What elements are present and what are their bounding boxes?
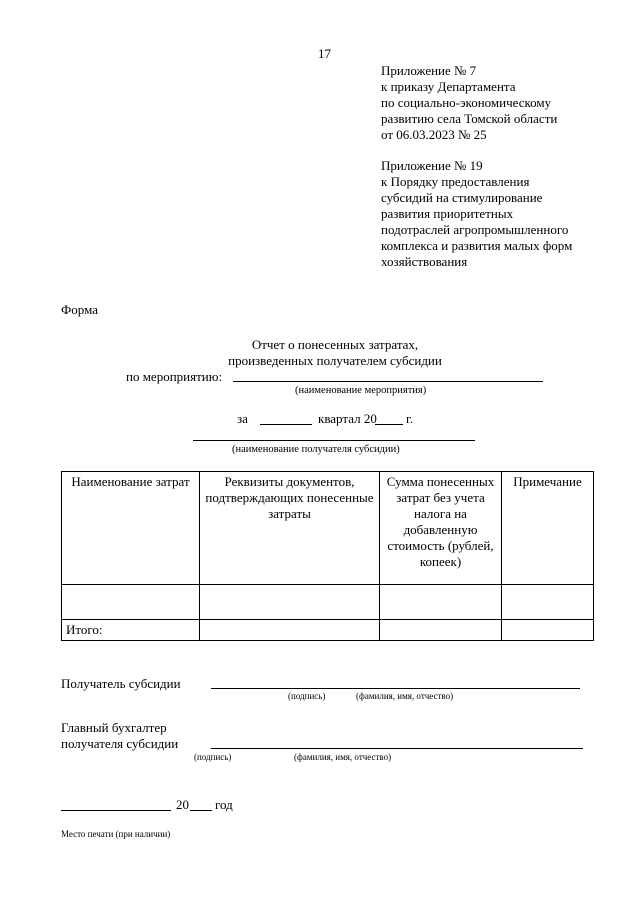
form-label: Форма [61, 302, 98, 317]
recipient-name-field[interactable] [193, 440, 475, 441]
table-cell[interactable] [200, 585, 380, 620]
recipient-caption: (наименование получателя субсидии) [232, 444, 400, 455]
table-cell[interactable] [380, 620, 502, 641]
recipient-signature-field[interactable] [211, 688, 580, 689]
table-cell[interactable] [200, 620, 380, 641]
table-cell[interactable] [380, 585, 502, 620]
period-za: за [237, 411, 248, 426]
recipient-caption-name: (фамилия, имя, отчество) [356, 691, 454, 701]
report-title-line2: произведенных получателем субсидии [228, 353, 442, 368]
table-total-row [62, 620, 594, 641]
expenses-table [61, 471, 594, 641]
table-cell[interactable] [502, 620, 594, 641]
appendix-19-line: к Порядку предоставления [381, 174, 530, 189]
appendix-19-block [381, 158, 572, 270]
appendix-7-line: к приказу Департамента [381, 79, 516, 94]
recipient-label: Получатель субсидии [61, 676, 181, 691]
date-year-field[interactable] [190, 810, 212, 811]
quarter-field[interactable] [260, 424, 312, 425]
table-row [62, 585, 594, 620]
appendix-19-line: Приложение № 19 [381, 158, 483, 173]
appendix-19-line: подотраслей агропромышленного [381, 222, 569, 237]
table-cell[interactable] [62, 585, 200, 620]
appendix-7-line: Приложение № 7 [381, 63, 477, 78]
period-quarter: квартал 20 [318, 411, 377, 426]
accountant-label-line1: Главный бухгалтер [61, 720, 167, 735]
appendix-7-block [381, 63, 557, 143]
table-header-row [62, 472, 594, 585]
total-label: Итого: [62, 620, 200, 641]
date-year-suffix: год [215, 797, 233, 812]
event-prefix: по мероприятию: [126, 369, 223, 384]
header-expense-name: Наименование затрат [62, 472, 200, 585]
report-title-line1: Отчет о понесенных затратах, [251, 337, 419, 352]
table-cell[interactable] [502, 585, 594, 620]
appendix-7-line: по социально-экономическому [381, 95, 552, 110]
page-number: 17 [318, 46, 331, 61]
accountant-caption-sign: (подпись) [194, 752, 232, 762]
date-year-prefix: 20 [176, 797, 189, 812]
header-amount: Сумма понесенных затрат без учета налога на добавленную стоимость (рублей, копеек) [380, 472, 502, 585]
date-day-month-field[interactable] [61, 810, 171, 811]
accountant-caption-name: (фамилия, имя, отчество) [294, 752, 392, 762]
header-documents: Реквизиты документов, подтверждающих понесенные затраты [200, 472, 380, 585]
stamp-note: Место печати (при наличии) [61, 829, 171, 839]
period-year: г. [406, 411, 414, 426]
header-note: Примечание [502, 472, 594, 585]
accountant-label-line2: получателя субсидии [61, 736, 179, 751]
appendix-7-line: развитию села Томской области [381, 111, 558, 126]
appendix-7-line: от 06.03.2023 № 25 [381, 127, 487, 142]
event-caption: (наименование мероприятия) [295, 385, 427, 396]
year-field[interactable] [375, 424, 403, 425]
appendix-19-line: хозяйствования [381, 254, 468, 269]
event-name-field[interactable] [233, 381, 543, 382]
recipient-caption-sign: (подпись) [288, 691, 326, 701]
appendix-19-line: комплекса и развития малых форм [381, 238, 573, 253]
accountant-signature-field[interactable] [211, 748, 583, 749]
appendix-19-line: развития приоритетных [381, 206, 514, 221]
appendix-19-line: субсидий на стимулирование [381, 190, 543, 205]
